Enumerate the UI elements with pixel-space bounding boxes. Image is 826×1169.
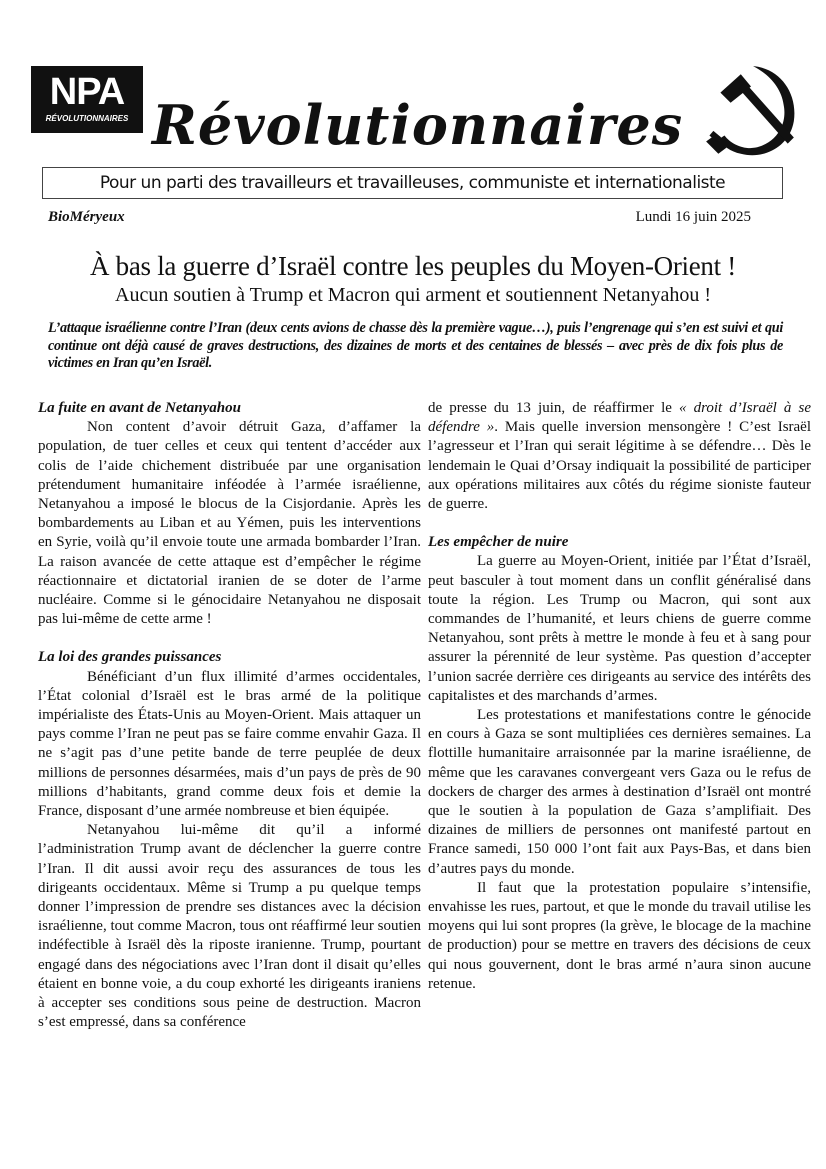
paragraph-continuation — [428, 399, 811, 514]
headline: À bas la guerre d’Israël contre les peuples du Moyen-Orient ! — [90, 251, 736, 281]
text: . Mais quelle inversion mensongère ! C’est Israël l’agresseur et l’Iran qui serait légitime à se défendre… Dès le lendemain le Quai d’Orsay indiquait la possibilité de participer aux opérations militaires aux côtés du régime sioniste fauteur de guerre. — [428, 419, 812, 513]
lead-paragraph: L’attaque israélienne contre l’Iran (deux cents avions de chasse dès la première vague…), puis l’engrenage qui s’en est suivi et qui continue ont déjà causé de graves destructions, des dizaines de morts et des centaines de blessés – avec près de dix fois plus de victimes en Iran qu’en Israël. — [48, 320, 783, 371]
quote: « droit d’Israël à se défendre » — [428, 400, 811, 436]
spacer — [428, 514, 811, 533]
workplace-section-name: BioMéryeux — [48, 209, 125, 225]
paragraph: Bénéficiant d’un flux illimité d’armes occidentales, l’État colonial d’Israël est le bras armé de la politique impérialiste des États-Unis au Moyen-Orient. Mais attaquer un pays comme l’Iran ne peut pas se faire comme envahir Gaza. Il ne s’agit pas d’une petite bande de terre peuplée de deux millions de personnes désarmées, mais d’un pays de près de 90 millions d’habitants, grand comme deux fois et demie la France, disposant d’une armée nombreuse et bien équipée. — [38, 668, 421, 820]
spacer — [38, 629, 421, 648]
section-heading: La fuite en avant de Netanyahou — [38, 400, 241, 416]
hammer-and-sickle-icon — [700, 62, 802, 164]
logo-main-text: NPA — [49, 71, 125, 113]
paragraph: Netanyahou lui-même dit qu’il a informé l’administration Trump avant de déclencher la guerre contre l’Iran. Il dit aussi avoir reçu des assurances de tous les dirigeants occidentaux. Même si Trump a pu quelque temps donner l’impression de prendre ses distances avec la décision israélienne, tout comme Macron, tous ont réaffirmé leur soutien indéfectible à Israël dès la riposte iranienne. Trump, pourtant engagé dans des négociations avec l’Iran dont il disait qu’elles étaient en bonne voie, a du coup exhorté les dirigeants iraniens à accepter ses conditions sous peine de destruction. Macron s’est empressé, dans sa conférence — [38, 822, 421, 1031]
section-heading: Les empêcher de nuire — [428, 534, 569, 551]
tagline: Pour un parti des travailleurs et travailleuses, communiste et internationaliste — [42, 167, 783, 199]
right-column — [428, 399, 811, 994]
npa-logo — [31, 66, 143, 133]
paragraph: Non content d’avoir détruit Gaza, d’affamer la population, de tuer celles et ceux qui tentent d’accéder aux colis de l’aide chichement distribuée par une organisation prétendument humanitaire inféodée à l’armée israélienne, Netanyahou a imposé le blocus de la Cisjordanie. Après les bombardements au Liban et au Yémen, puis les interventions en Syrie, voilà qu’il envoie toute une armada bombarder l’Iran. La raison avancée de cette attaque est d’empêcher le régime réactionnaire et dictatorial iranien de se doter de l’arme nucléaire. Comme si le génocidaire Netanyahou ne disposait pas lui-même de cette arme ! — [38, 419, 421, 628]
paragraph: Il faut que la protestation populaire s’intensifie, envahisse les rues, partout, et que le monde du travail utilise les moyens qui lui sont propres (la grève, le blocage de la machine de production) pour se mettre en travers des décisions de ceux qui nous gouvernent, dont le bras armé n’aura sinon aucune retenue. — [428, 879, 811, 992]
masthead-title: Révolutionnaires — [152, 93, 684, 157]
logo-sub-text: RÉVOLUTIONNAIRES — [45, 114, 129, 123]
paragraph: Les protestations et manifestations contre le génocide en cours à Gaza se sont multipliées ces dernières semaines. La flottille humanitaire arraisonnée par la marine israélienne, de même que les caravanes convergeant vers Gaza ou le refus de dockers de charger des armes à destination d’Israël ont montré que le soutien à la population de Gaza s’amplifiait. Des dizaines de milliers de personnes ont manifesté partout en France samedi, 150 000 l’ont fait aux Pays-Bas, et dans bien d’autres pays du monde. — [428, 707, 811, 877]
section-heading: La loi des grandes puissances — [38, 649, 222, 666]
subheadline: Aucun soutien à Trump et Macron qui arment et soutiennent Netanyahou ! — [115, 284, 711, 306]
left-column — [38, 399, 421, 1033]
paragraph: La guerre au Moyen-Orient, initiée par l’État d’Israël, peut basculer à tout moment dans un conflit généralisé dans toute la région. Les Trump ou Macron, qui sont aux commandes de l’humanité, et leurs chiens de guerre comme Netanyahou, sont prêts à mettre le monde à feu et à sang pour assurer la pérennité de leur système. Pas question d’accepter l’union sacrée derrière ces dirigeants au service des intérêts des capitalistes et des marchands d’armes. — [428, 553, 811, 704]
text: de presse du 13 juin, de réaffirmer le — [428, 400, 679, 416]
issue-date: Lundi 16 juin 2025 — [635, 209, 751, 225]
